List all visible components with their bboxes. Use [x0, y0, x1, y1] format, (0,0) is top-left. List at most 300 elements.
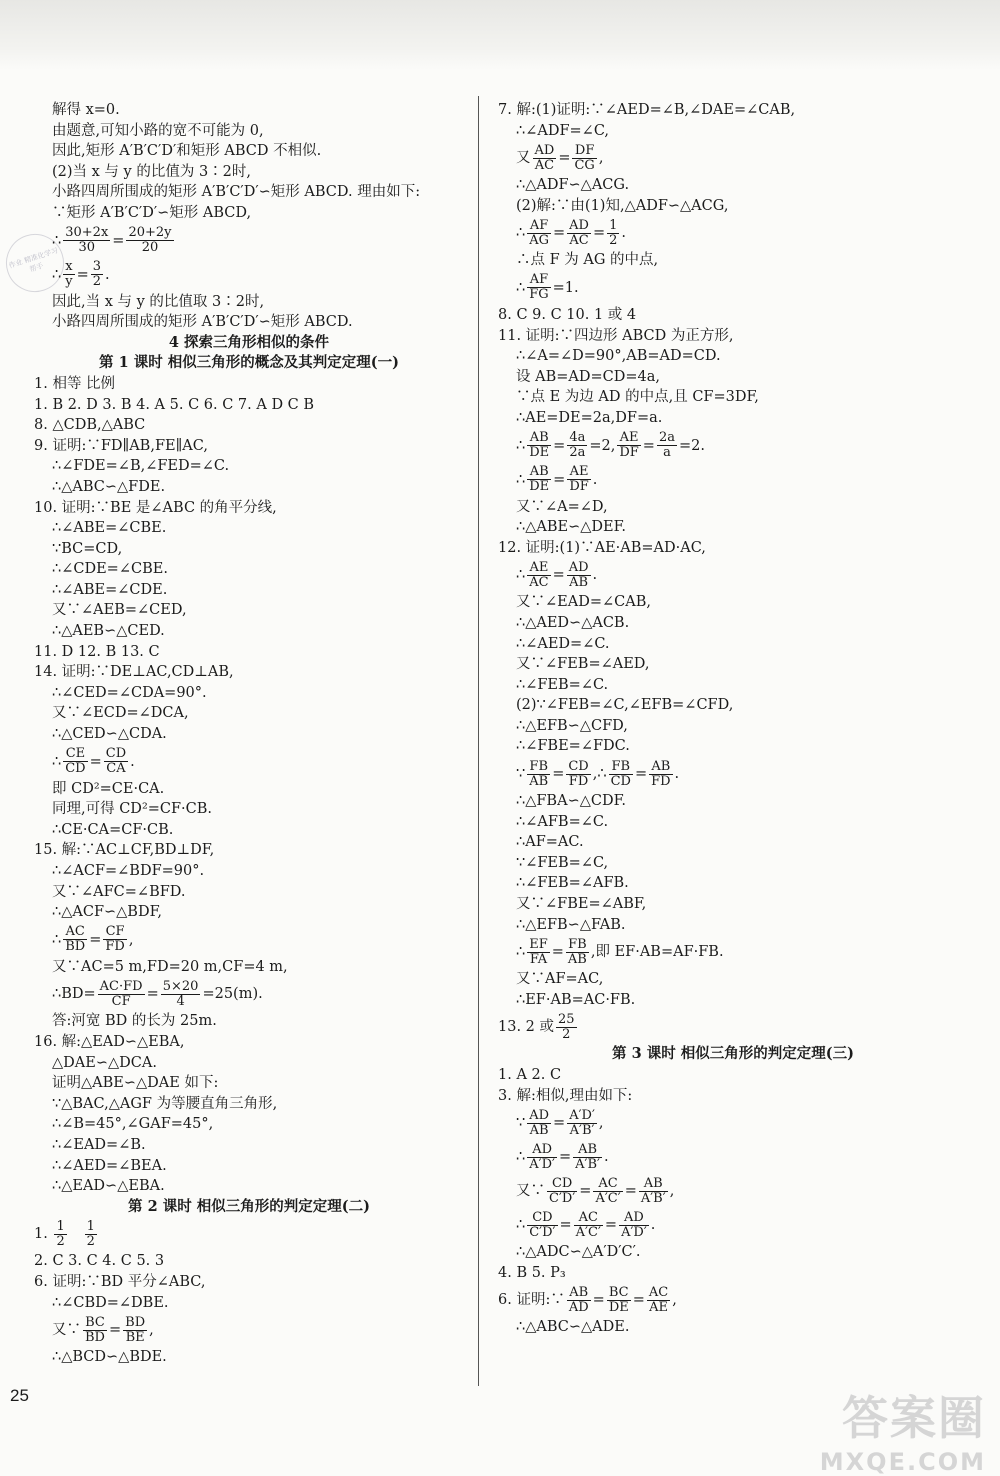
- fraction-denominator: FD: [105, 939, 125, 955]
- answer-line: ∵∠FEB=∠C,: [516, 854, 609, 871]
- scan-top-shadow: [0, 0, 1000, 70]
- answer-line: 10. 证明:∵BE 是∠ABC 的角平分线,: [34, 499, 277, 516]
- fraction: [619, 1211, 649, 1240]
- fraction-denominator: FD: [651, 773, 671, 789]
- formula-suffix: .: [592, 471, 598, 488]
- answer-line: 15. 解:∵AC⊥CF,BD⊥DF,: [34, 842, 215, 859]
- answer-line: ∴∠AED=∠BEA.: [52, 1157, 167, 1174]
- fraction-denominator: 2a: [569, 445, 586, 461]
- formula-operator: =2,: [589, 437, 616, 454]
- fraction: [98, 980, 145, 1009]
- watermark-title: 答案圈: [842, 1391, 986, 1445]
- fraction-numerator: FB: [527, 760, 550, 775]
- fraction: [527, 219, 551, 248]
- formula-operator: =: [552, 567, 565, 584]
- formula-prefix: ∴: [516, 1217, 526, 1234]
- fraction-denominator: CF: [111, 993, 131, 1009]
- fraction-denominator: CA: [106, 761, 126, 777]
- fraction: [639, 1177, 668, 1206]
- fraction: [63, 226, 110, 255]
- fraction: [567, 1286, 591, 1315]
- answer-line: 同理,可得 CD²=CF·CB.: [52, 801, 213, 818]
- fraction-denominator: A′D′: [529, 1156, 555, 1172]
- formula-prefix: ∴: [516, 1149, 526, 1166]
- formula-operator: =: [624, 1183, 637, 1200]
- formula-suffix: .: [105, 266, 110, 283]
- fraction: [63, 260, 74, 289]
- fraction-numerator: CD: [527, 1211, 557, 1226]
- fraction: [527, 938, 550, 967]
- formula-line: [498, 271, 968, 305]
- section-heading: 4 探索三角形相似的条件: [168, 333, 330, 351]
- answer-line: 又∵∠AFC=∠BFD.: [52, 883, 186, 900]
- formula-suffix: ,: [672, 1292, 677, 1309]
- formula-operator: =: [553, 471, 566, 488]
- fraction: [527, 1109, 551, 1138]
- formula-suffix: ,: [128, 931, 134, 948]
- fraction-numerator: CD: [547, 1177, 577, 1192]
- fraction: [533, 144, 557, 173]
- formula-prefix: ∴: [516, 567, 526, 584]
- fraction: [657, 431, 677, 460]
- fraction-denominator: AD: [568, 1299, 589, 1315]
- formula-suffix: =1.: [552, 279, 579, 296]
- answer-line: 6. 证明:∵BD 平分∠ABC,: [34, 1273, 206, 1290]
- formula-suffix: .: [592, 567, 598, 584]
- fraction-denominator: DF: [619, 445, 639, 461]
- fraction-denominator: AC: [534, 157, 555, 173]
- formula-prefix: ∴: [52, 232, 62, 249]
- formula-operator: =: [632, 1292, 645, 1309]
- formula-suffix: .: [130, 753, 135, 770]
- fraction: [527, 561, 550, 590]
- answer-line: 1. A 2. C: [498, 1067, 562, 1083]
- formula-line: [34, 1313, 464, 1347]
- answer-line: 证明△ABE∽△DAE 如下:: [52, 1075, 219, 1092]
- fraction: [63, 747, 87, 776]
- formula-prefix: 13. 2 或: [498, 1019, 555, 1036]
- left-column: [34, 100, 464, 1368]
- answer-line: 由题意,可知小路的宽不可能为 0,: [52, 122, 264, 139]
- fraction-numerator: BD: [125, 1314, 146, 1330]
- fraction-denominator: C′D′: [529, 1224, 556, 1240]
- section-heading: 第 1 课时 相似三角形的概念及其判定定理(一): [99, 354, 399, 372]
- fraction-denominator: A′B′: [640, 1190, 666, 1206]
- fraction-numerator: AB: [567, 1286, 591, 1301]
- formula-line: [498, 757, 968, 791]
- formula-prefix: 又: [516, 150, 531, 167]
- formula-operator: =: [146, 986, 159, 1003]
- answer-line: 小路四周所围成的矩形 A′B′C′D′∽矩形 ABCD. 理由如下:: [52, 184, 421, 201]
- formula-suffix: .: [650, 1217, 656, 1234]
- fraction-denominator: FA: [529, 951, 548, 967]
- formula-suffix: ,: [598, 150, 604, 167]
- fraction: [527, 760, 550, 789]
- answer-line: ∴△ACF∽△BDF,: [52, 904, 162, 921]
- section-heading: 第 3 课时 相似三角形的判定定理(三): [612, 1045, 854, 1063]
- fraction: [161, 980, 201, 1009]
- answer-line: 1. B 2. D 3. B 4. A 5. C 6. C 7. A D C B: [34, 396, 315, 413]
- formula-prefix: ∴: [516, 471, 526, 488]
- fraction-denominator: FG: [529, 287, 549, 303]
- fraction-denominator: A′D′: [621, 1224, 647, 1240]
- fraction-numerator: CD: [568, 758, 589, 774]
- section-heading: 第 2 课时 相似三角形的判定定理(二): [128, 1197, 370, 1215]
- fraction-denominator: A′C′: [595, 1190, 621, 1206]
- formula-prefix: ∴BD=: [52, 986, 96, 1003]
- answer-line: 8. C 9. C 10. 1 或 4: [498, 306, 637, 323]
- formula-operator: =: [634, 766, 648, 783]
- fraction: [527, 1143, 557, 1172]
- answer-line: ∴∠ABE=∠CBE.: [52, 520, 167, 537]
- answer-line: (2)∵∠FEB=∠C,∠EFB=∠CFD,: [516, 697, 734, 714]
- fraction-denominator: C′D′: [549, 1190, 576, 1206]
- fraction-numerator: AD: [534, 142, 555, 158]
- answer-line: 16. 解:△EAD∽△EBA,: [34, 1033, 185, 1050]
- answer-line: ∴△ABC∽△FDE.: [52, 478, 166, 495]
- formula-suffix: ,: [149, 1322, 154, 1339]
- formula-suffix: .: [674, 766, 680, 783]
- fraction-numerator: AD: [527, 1143, 557, 1158]
- fraction-denominator: 2: [562, 1026, 571, 1042]
- formula-line: [498, 558, 968, 592]
- fraction-numerator: AD: [569, 217, 589, 233]
- answer-line: 3. 解:相似,理由如下:: [498, 1087, 633, 1104]
- fraction-denominator: AB: [569, 574, 589, 590]
- fraction: [567, 219, 591, 248]
- answer-line: 又∵AC=5 m,FD=20 m,CF=4 m,: [52, 958, 288, 975]
- column-divider: [478, 96, 479, 1386]
- fraction: [617, 431, 640, 460]
- answer-line: ∴∠EAD=∠B.: [52, 1136, 146, 1153]
- fraction-numerator: DF: [572, 144, 596, 159]
- formula-prefix: ∵: [516, 766, 526, 783]
- fraction-denominator: 2: [56, 1233, 65, 1249]
- fraction: [527, 1211, 557, 1240]
- fraction-numerator: FB: [566, 938, 589, 953]
- formula-prefix: 又∵: [516, 1183, 545, 1200]
- answer-line: 答:河宽 BD 的长为 25m.: [52, 1013, 217, 1030]
- fraction: [567, 561, 591, 590]
- formula-operator: =: [642, 437, 655, 454]
- fraction-denominator: AE: [649, 1299, 668, 1315]
- fraction-denominator: 2: [92, 274, 102, 290]
- fraction-numerator: FB: [609, 760, 633, 775]
- answer-line: ∴∠AFB=∠C.: [516, 813, 609, 830]
- fraction-denominator: AB: [529, 773, 549, 789]
- fraction-numerator: AC·FD: [99, 978, 143, 994]
- fraction-denominator: BD: [85, 1329, 105, 1345]
- fraction-denominator: 2: [86, 1233, 95, 1249]
- formula-suffix: =25(m).: [202, 986, 263, 1003]
- answer-line: 14. 证明:∵DE⊥AC,CD⊥AB,: [34, 664, 234, 681]
- formula-suffix: ,即 EF·AB=AF·FB.: [590, 944, 724, 961]
- fraction-denominator: CD: [65, 761, 86, 777]
- formula-operator: [69, 1226, 83, 1242]
- answer-line: ∴∠ADF=∠C,: [516, 122, 610, 139]
- answer-line: ∴△AEB∽△CED.: [52, 623, 165, 640]
- fraction: [649, 760, 672, 789]
- formula-prefix: ∴: [52, 931, 62, 948]
- formula-line: [498, 1283, 968, 1317]
- fraction: [566, 760, 590, 789]
- fraction: [104, 747, 128, 776]
- answer-line: △DAE∽△DCA.: [52, 1054, 157, 1071]
- fraction-numerator: CF: [103, 925, 126, 940]
- fraction: [85, 1220, 97, 1249]
- answer-line: ∵BC=CD,: [52, 540, 123, 557]
- formula-operator: =: [89, 931, 102, 948]
- fraction-numerator: AB: [639, 1177, 668, 1192]
- formula-line: [498, 429, 968, 463]
- formula-suffix: ,: [598, 1115, 604, 1132]
- answer-line: 2. C 3. C 4. C 5. 3: [34, 1253, 165, 1270]
- formula-line: [34, 1217, 464, 1251]
- answer-line: 解得 x=0.: [52, 102, 120, 118]
- formula-operator: =: [89, 753, 102, 770]
- page-number: 25: [10, 1386, 29, 1405]
- formula-operator: =: [592, 1292, 605, 1309]
- fraction-numerator: 30+2x: [65, 225, 109, 241]
- fraction-numerator: AC: [63, 925, 87, 940]
- formula-operator: =: [108, 1322, 122, 1339]
- fraction-denominator: CG: [574, 157, 595, 173]
- fraction-denominator: CD: [610, 773, 631, 789]
- answer-line: ∴△FBA∽△CDF.: [516, 793, 626, 810]
- fraction-numerator: AE: [617, 431, 640, 446]
- fraction-denominator: AG: [529, 232, 550, 248]
- fraction-numerator: A′D′: [569, 1107, 595, 1123]
- formula-operator: =: [112, 232, 125, 249]
- fraction: [573, 1143, 602, 1172]
- fraction: [527, 273, 550, 302]
- formula-prefix: ∵: [516, 1115, 526, 1132]
- formula-line: [498, 141, 968, 175]
- fraction-numerator: 20+2y: [128, 225, 172, 241]
- answer-line: ∴点 F 为 AG 的中点,: [516, 252, 659, 269]
- answer-line: ∴△EFB∽△CFD,: [516, 717, 628, 734]
- formula-prefix: ∴: [516, 437, 526, 454]
- formula-operator: =: [551, 944, 564, 961]
- formula-line: [34, 923, 464, 957]
- fraction: [593, 1177, 622, 1206]
- formula-line: [498, 463, 968, 497]
- fraction-numerator: 1: [609, 217, 618, 233]
- fraction-denominator: 30: [78, 240, 96, 256]
- formula-line: [498, 1010, 968, 1044]
- answer-line: ∴∠FBE=∠FDC.: [516, 738, 630, 755]
- answer-line: ∴∠ABE=∠CDE.: [52, 581, 168, 598]
- answer-line: ∵点 E 为边 AD 的中点,且 CF=3DF,: [516, 389, 759, 406]
- fraction: [567, 431, 587, 460]
- answer-line: ∴△ABE∽△DEF.: [516, 519, 627, 536]
- answer-line: (2)解:∵由(1)知,△ADF∽△ACG,: [516, 197, 729, 214]
- fraction-denominator: a: [663, 445, 671, 461]
- fraction-numerator: CD: [105, 746, 127, 762]
- formula-prefix: ∴: [52, 266, 62, 283]
- fraction-numerator: AD: [568, 559, 589, 575]
- answer-line: ∴∠FDE=∠B,∠FED=∠C.: [52, 458, 230, 475]
- fraction-numerator: AF: [527, 273, 550, 288]
- formula-prefix: ∴: [516, 944, 526, 961]
- formula-prefix: 1.: [34, 1226, 53, 1243]
- fraction: [609, 760, 633, 789]
- formula-line: [498, 1174, 968, 1208]
- fraction-numerator: AD: [529, 1107, 550, 1123]
- answer-line: ∴∠AED=∠C.: [516, 635, 610, 652]
- fraction: [566, 938, 589, 967]
- formula-line: [34, 224, 464, 258]
- fraction: [126, 226, 173, 255]
- formula-operator: =: [553, 225, 566, 242]
- fraction-denominator: AB: [529, 1122, 549, 1138]
- answer-line: ∴∠CBD=∠DBE.: [52, 1294, 169, 1311]
- fraction: [63, 925, 87, 954]
- answer-line: 又∵∠FEB=∠AED,: [516, 656, 650, 673]
- watermark-url: MXQE.COM: [819, 1448, 986, 1476]
- fraction-numerator: BC: [607, 1286, 631, 1301]
- answer-line: 又∵∠FBE=∠ABF,: [516, 896, 647, 913]
- fraction-denominator: DF: [569, 479, 589, 495]
- round-stamp: 作业 精准化学习 帮手: [0, 226, 72, 299]
- fraction-numerator: AC: [574, 1211, 603, 1226]
- answer-line: 小路四周所围成的矩形 A′B′C′D′∽矩形 ABCD.: [52, 314, 353, 331]
- fraction: [567, 1109, 597, 1138]
- fraction-denominator: BD: [65, 939, 86, 955]
- answer-line: ∴△EAD∽△EBA.: [52, 1178, 165, 1195]
- answer-line: ∴∠CDE=∠CBE.: [52, 561, 168, 578]
- fraction-numerator: AF: [527, 219, 551, 234]
- fraction: [607, 219, 619, 248]
- answer-line: 又∵∠AEB=∠CED,: [52, 602, 187, 619]
- answer-line: 又∵∠A=∠D,: [516, 498, 608, 515]
- formula-line: [34, 977, 464, 1011]
- answer-line: ∴△BCD∽△BDE.: [52, 1349, 167, 1366]
- formula-line: [498, 1208, 968, 1242]
- fraction-numerator: AB: [649, 760, 672, 775]
- fraction: [574, 1211, 603, 1240]
- right-column: [498, 100, 968, 1338]
- fraction: [556, 1013, 577, 1042]
- answer-line: (2)当 x 与 y 的比值为 3∶2时,: [52, 163, 252, 180]
- fraction: [527, 465, 551, 494]
- fraction-numerator: 3: [92, 259, 102, 275]
- answer-line: ∴△EFB∽△FAB.: [516, 916, 626, 933]
- answer-line: ∴AE=DE=2a,DF=a.: [516, 409, 663, 426]
- answer-line: 1. 相等 比例: [34, 375, 116, 392]
- answer-line: ∴∠FEB=∠AFB.: [516, 875, 629, 892]
- formula-operator: =: [558, 1149, 572, 1166]
- formula-line: [498, 935, 968, 969]
- fraction-numerator: CE: [63, 747, 87, 762]
- fraction-numerator: 25: [558, 1011, 575, 1027]
- fraction-denominator: 2: [609, 232, 618, 248]
- fraction-denominator: A′C′: [575, 1224, 601, 1240]
- fraction-denominator: 4: [176, 993, 185, 1009]
- answer-line: ∴△ABC∽△ADE.: [516, 1319, 630, 1336]
- formula-prefix: ∴: [516, 279, 526, 296]
- fraction-numerator: 5×20: [162, 978, 199, 994]
- fraction-denominator: 20: [141, 240, 159, 256]
- formula-operator: =: [558, 150, 571, 167]
- answer-line: ∵△BAC,△AGF 为等腰直角三角形,: [52, 1095, 278, 1112]
- formula-operator: =: [76, 266, 89, 283]
- answer-line: 11. D 12. B 13. C: [34, 643, 160, 660]
- fraction-numerator: AD: [619, 1211, 649, 1226]
- fraction-denominator: A′B′: [575, 1156, 600, 1172]
- answer-line: 即 CD²=CE·CA.: [52, 780, 165, 797]
- formula-suffix: .: [621, 225, 627, 242]
- answer-line: ∴∠B=45°,∠GAF=45°,: [52, 1116, 214, 1133]
- fraction-numerator: x: [63, 260, 74, 275]
- answer-line: 又∵∠ECD=∠DCA,: [52, 705, 189, 722]
- fraction: [527, 431, 551, 460]
- fraction-denominator: AC: [569, 232, 589, 248]
- answer-line: 7. 解:(1)证明:∵∠AED=∠B,∠DAE=∠CAB,: [498, 102, 796, 118]
- answer-line: 8. △CDB,△ABC: [34, 417, 146, 434]
- fraction-numerator: AB: [573, 1143, 602, 1158]
- answer-line: ∴△ADC∽△A′D′C′.: [516, 1244, 641, 1261]
- answer-line: ∴∠ACF=∠BDF=90°.: [52, 863, 205, 879]
- formula-operator: =: [553, 1115, 566, 1132]
- formula-operator: =: [592, 225, 606, 242]
- fraction: [54, 1220, 66, 1249]
- answer-line: 又∵AF=AC,: [516, 971, 604, 988]
- answer-line: 因此,当 x 与 y 的比值取 3∶2时,: [52, 293, 265, 310]
- answer-line: ∵矩形 A′B′C′D′∽矩形 ABCD,: [52, 204, 252, 221]
- formula-line: [34, 258, 464, 292]
- formula-operator: =: [552, 766, 565, 783]
- formula-operator: ,∴: [592, 766, 607, 783]
- answer-line: ∴∠FEB=∠C.: [516, 676, 609, 693]
- formula-prefix: ∴: [52, 753, 62, 770]
- formula-prefix: 6. 证明:∵: [498, 1292, 565, 1309]
- formula-line: [498, 1106, 968, 1140]
- fraction: [123, 1316, 147, 1345]
- formula-line: [34, 745, 464, 779]
- answer-line: 又∵∠EAD=∠CAB,: [516, 594, 651, 611]
- formula-line: [498, 1140, 968, 1174]
- fraction-denominator: y: [65, 274, 73, 290]
- answer-line: 4. B 5. P₃: [498, 1264, 566, 1281]
- formula-suffix: .: [603, 1149, 609, 1166]
- fraction-denominator: A′B′: [569, 1122, 595, 1138]
- fraction-numerator: 4a: [569, 430, 586, 446]
- fraction-denominator: FD: [568, 773, 589, 789]
- fraction-denominator: BE: [125, 1329, 145, 1345]
- fraction-denominator: AC: [529, 574, 549, 590]
- answer-line: ∴△AED∽△ACB.: [516, 614, 630, 631]
- answer-line: ∴CE·CA=CF·CB.: [52, 821, 174, 838]
- fraction: [547, 1177, 577, 1206]
- answer-line: ∴△CED∽△CDA.: [52, 726, 167, 743]
- fraction-numerator: AC: [593, 1177, 622, 1192]
- formula-operator: =: [559, 1217, 572, 1234]
- fraction: [647, 1286, 670, 1315]
- fraction: [103, 925, 126, 954]
- answer-line: 9. 证明:∵FD∥AB,FE∥AC,: [34, 437, 208, 454]
- answer-line: ∴△ADF∽△ACG.: [516, 177, 630, 194]
- fraction: [572, 144, 596, 173]
- answer-line: 因此,矩形 A′B′C′D′和矩形 ABCD 不相似.: [52, 143, 322, 160]
- answer-line: 11. 证明:∵四边形 ABCD 为正方形,: [498, 327, 734, 344]
- fraction-numerator: AE: [567, 465, 590, 480]
- answer-line: ∴AF=AC.: [516, 834, 584, 851]
- formula-line: [498, 216, 968, 250]
- fraction-denominator: DE: [529, 479, 550, 495]
- answer-line: ∴EF·AB=AC·FB.: [516, 991, 636, 1008]
- answer-line: ∴∠A=∠D=90°,AB=AD=CD.: [516, 348, 721, 365]
